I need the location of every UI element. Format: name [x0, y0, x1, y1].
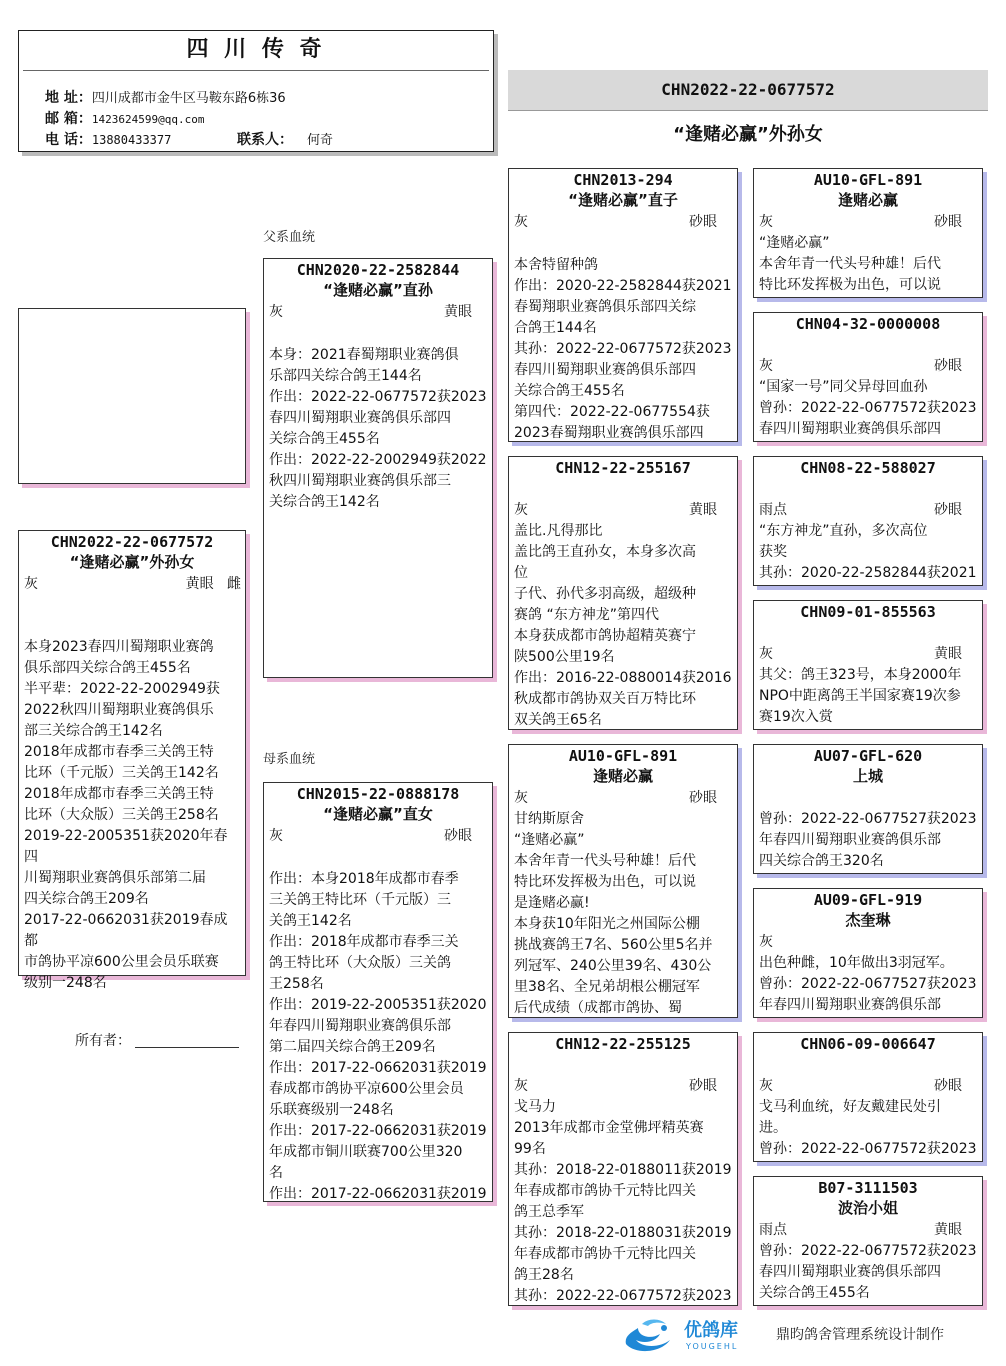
gp-dd-attr-row: [509, 1075, 737, 1097]
dam-attr-row: [264, 825, 492, 847]
ggp-8-name: 波治小姐: [837, 1199, 898, 1217]
sire-eye: 黄眼: [444, 304, 472, 320]
subject-name: “逢赌必赢”外孙女: [69, 553, 195, 571]
dam-eye: 砂眼: [444, 828, 472, 844]
gp-ss-notes: 本舍特留种鸽 作出：2020-22-2582844获2021 春蜀翔职业赛鸽俱乐部四关综 合鸽王144名 其孙：2022-22-0677572获2023 春四川蜀翔职业赛鸽俱乐部四 关综合鸽王455名 第四代：2022-22-0677554获 2023春蜀翔职业赛鸽俱乐部四: [514, 257, 732, 441]
email-value: 1423624599@qq.com: [91, 113, 205, 126]
ggp-4-color: 灰: [759, 646, 773, 662]
ggp-8-notes: 曾孙：2022-22-0677572获2023 春四川蜀翔职业赛鸽俱乐部四 关综合鸽王455名: [759, 1243, 977, 1301]
logo-text: 优鸽库: [684, 1320, 738, 1341]
gp-ds-eye: 砂眼: [689, 790, 717, 806]
gp-ss-attr-row: [509, 211, 737, 233]
ggp-1-color: 灰: [759, 214, 773, 230]
gp-sd-color: 灰: [514, 502, 528, 518]
ggp-2-eye: 砂眼: [934, 358, 962, 374]
footer-credit: 鼎昀鸽舍管理系统设计制作: [776, 1327, 944, 1343]
ggp-6-ring: AU09-GFL-919: [813, 891, 923, 909]
ggp-2-color: 灰: [759, 358, 773, 374]
dam-notes: 作出：本身2018年成都市春季 三关鸽王特比环（千元版）三 关鸽王142名 作出：2018年成都市春季三关 鸽王特比环（大众版）三关鸽 王258名 作出：2019-22-2005351获2020 年春四川蜀翔职业赛鸽俱乐部 第二届四关综合鸽王209名 作出：2017-22-0662031获2019 春成都市鸽协平凉600公里会员 乐联赛级别一248名 作出：2017-22-0662031获2019 年成都市铜川联赛700公里320 名 作出：2017-22-0662031获2019: [269, 871, 487, 1202]
gp-ss-ring: CHN2013-294: [573, 171, 673, 189]
subject-card: [18, 530, 246, 991]
logo-swirl-icon: [620, 1314, 678, 1356]
phone-row: [45, 129, 485, 149]
ggp-4-name: [754, 622, 982, 643]
address-label: 地 址：: [45, 90, 92, 106]
loft-info-card: [18, 30, 494, 152]
phone-value: 13880433377: [91, 133, 172, 147]
gp-ds-notes: 甘纳斯原舍 “逢赌必赢” 本舍年青一代头号种雄！后代 特比环发挥极为出色，可以说 是逢赌必赢! 本身获10年阳光之州国际公棚 挑战赛鸽王7名、560公里5名并 列冠军、240公里39名、430公 里38名、全兄弟胡根公棚冠军 后代成绩（成都市鸽协、蜀: [514, 811, 713, 1016]
subject-notes: 本身2023春四川蜀翔职业赛鸽 俱乐部四关综合鸽王455名 半平辈：2022-22-2002949获 2022秋四川蜀翔职业赛鸽俱乐 部三关综合鸽王142名 2018年成都市春季三关鸽王特 比环（千元版）三关鸽王142名 2018年成都市春季三关鸽王特 比环（大众版）三关鸽王258名 2019-22-2005351获2020年春四 川蜀翔职业赛鸽俱乐部第二届 四关综合鸽王209名 2017-22-0662031获2019春成都 市鸽协平凉600公里会员乐联赛 级别一248名: [24, 639, 228, 991]
ggp-2-name: [754, 334, 982, 355]
grandsire-maternal-card: [508, 744, 738, 1018]
gp-dd-eye: 砂眼: [689, 1078, 717, 1094]
ggp-1-name: 逢赌必赢: [837, 191, 898, 209]
ggp-3-color: 雨点: [759, 502, 787, 518]
ggp-7-ring: CHN06-09-006647: [800, 1035, 936, 1053]
ggp-1-attr-row: [754, 211, 982, 233]
ggp-3-notes: “东方神龙”直孙，多次高位 获奖 其孙：2020-22-2582844获2021: [759, 523, 977, 581]
gp-ss-color: 灰: [514, 214, 528, 230]
gp-dd-ring: CHN12-22-255125: [555, 1035, 691, 1053]
father-line-label: 父系血统: [263, 230, 316, 245]
sire-color: 灰: [269, 304, 283, 320]
gp-sd-notes: 盖比.凡得那比 盖比鸽王直孙女，本身多次高 位 子代、孙代多羽高级，超级种 赛鸽 “东方神龙”第四代 本身获成都市鸽协超精英赛宁 陕500公里19名 作出：2016-22-0880014获2016 秋成都市鸽协双关百万特比环 双关鸽王65名: [514, 523, 732, 728]
ggp-3-name: [754, 478, 982, 499]
gp-sd-name: [509, 478, 737, 499]
subject-header-title: “逢赌必赢”外孙女: [673, 124, 823, 145]
ggp-card-2: [753, 312, 983, 442]
gp-dd-color: 灰: [514, 1078, 528, 1094]
ggp-1-eye: 砂眼: [934, 214, 962, 230]
ggp-5-attr-row: [754, 787, 982, 809]
ggp-8-ring: B07-3111503: [818, 1179, 918, 1197]
sire-attr-row: [264, 301, 492, 323]
ggp-1-ring: AU10-GFL-891: [813, 171, 923, 189]
address-row: [45, 87, 286, 107]
gp-ds-ring: AU10-GFL-891: [568, 747, 678, 765]
ggp-card-1: [753, 168, 983, 298]
loft-title: 四 川 传 奇: [186, 37, 326, 62]
dam-name: “逢赌必赢”直女: [323, 805, 433, 823]
ggp-5-name: 上城: [852, 767, 883, 785]
subject-attr-row: [19, 573, 245, 595]
ggp-card-7: [753, 1032, 983, 1162]
owner-label: 所有者：: [75, 1033, 131, 1049]
subject-eye: 黄眼: [185, 576, 214, 592]
gp-ds-color: 灰: [514, 790, 528, 806]
ggp-3-eye: 砂眼: [934, 502, 962, 518]
grandsire-paternal-card: [508, 168, 738, 442]
photo-frame: [18, 308, 246, 484]
ggp-2-attr-row: [754, 355, 982, 377]
contact-label: 联系人：: [237, 132, 293, 148]
logo-subtext: YOUGEHL: [686, 1342, 739, 1351]
ggp-3-attr-row: [754, 499, 982, 521]
ggp-4-notes: 其父：鸽王323号，本身2000年 NPO中距离鸽王半国家赛19次参 赛19次入赏: [759, 667, 962, 725]
ggp-card-4: [753, 600, 983, 730]
ggp-7-eye: 砂眼: [934, 1078, 962, 1094]
gp-ss-eye: 砂眼: [689, 214, 717, 230]
ggp-4-eye: 黄眼: [934, 646, 962, 662]
gp-sd-attr-row: [509, 499, 737, 521]
subject-color: 灰: [24, 576, 38, 592]
sire-name: “逢赌必赢”直孙: [323, 281, 433, 299]
ggp-5-notes: 曾孙：2022-22-0677527获2023 年春四川蜀翔职业赛鸽俱乐部 四关综合鸽王320名: [759, 811, 977, 869]
ggp-6-attr-row: [754, 931, 982, 953]
granddam-maternal-card: [508, 1032, 738, 1306]
ggp-7-attr-row: [754, 1075, 982, 1097]
gp-ds-attr-row: [509, 787, 737, 809]
ggp-7-name: [754, 1054, 982, 1075]
ggp-5-ring: AU07-GFL-620: [813, 747, 923, 765]
subject-sex: 雌: [227, 576, 241, 592]
ggp-7-notes: 戈马利血统，好友戴建民处引 进。 曾孙：2022-22-0677572获2023: [759, 1099, 977, 1157]
sire-card: [263, 258, 493, 678]
ggp-6-notes: 出色种雌，10年做出3羽冠军。 曾孙：2022-22-0677527获2023 年春四川蜀翔职业赛鸽俱乐部: [759, 955, 977, 1013]
ggp-7-color: 灰: [759, 1078, 773, 1094]
subject-ring-bar: [508, 70, 988, 111]
ggp-6-name: 杰奎琳: [845, 911, 891, 929]
gp-ds-name: 逢赌必赢: [592, 767, 653, 785]
subject-ring: CHN2022-22-0677572: [50, 533, 214, 551]
ggp-card-6: [753, 888, 983, 1018]
gp-sd-eye: 黄眼: [689, 502, 717, 518]
ggp-3-ring: CHN08-22-588027: [800, 459, 936, 477]
contact-value: 何奇: [307, 133, 334, 148]
sire-ring: CHN2020-22-2582844: [296, 261, 460, 279]
ggp-1-notes: “逢赌必赢” 本舍年青一代头号种雄！后代 特比环发挥极为出色，可以说: [759, 235, 941, 293]
sire-notes: 本身：2021春蜀翔职业赛鸽俱 乐部四关综合鸽王144名 作出：2022-22-0677572获2023 春四川蜀翔职业赛鸽俱乐部四 关综合鸽王455名 作出：2022-22-2002949获2022 秋四川蜀翔职业赛鸽俱乐部三 关综合鸽王142名: [269, 347, 487, 510]
ggp-8-attr-row: [754, 1219, 982, 1241]
gp-sd-ring: CHN12-22-255167: [555, 459, 691, 477]
footer-logo: [620, 1314, 770, 1358]
gp-ss-name: “逢赌必赢”直子: [568, 191, 678, 209]
mother-line-label: 母系血统: [263, 752, 316, 767]
email-label: 邮 箱：: [45, 111, 92, 127]
address-value: 四川成都市金牛区马鞍东路6栋36: [91, 91, 286, 106]
dam-color: 灰: [269, 828, 283, 844]
ggp-2-notes: “国家一号”同父异母回血孙 曾孙：2022-22-0677572获2023 春四川蜀翔职业赛鸽俱乐部四: [759, 379, 977, 437]
ggp-2-ring: CHN04-32-0000008: [795, 315, 941, 333]
email-row: [45, 108, 204, 128]
title-divider: [23, 70, 489, 71]
ggp-8-color: 雨点: [759, 1222, 787, 1238]
ggp-card-8: [753, 1176, 983, 1306]
ggp-4-attr-row: [754, 643, 982, 665]
ggp-card-3: [753, 456, 983, 586]
dam-card: [263, 782, 493, 1202]
granddam-paternal-card: [508, 456, 738, 730]
subject-header-ring: CHN2022-22-0677572: [661, 80, 835, 99]
gp-dd-notes: 戈马力 2013年成都市金堂佛坪精英赛 99名 其孙：2018-22-0188011获2019 年春成都市鸽协千元特比四关 鸽王总季军 其孙：2018-22-0188031获2019 年春成都市鸽协千元特比四关 鸽王28名 其孙：2022-22-0677572获2023: [514, 1099, 732, 1304]
ggp-card-5: [753, 744, 983, 874]
ggp-6-color: 灰: [759, 934, 773, 950]
phone-label: 电 话：: [45, 132, 92, 148]
owner-row: [75, 1030, 239, 1050]
owner-line: [135, 1047, 239, 1048]
ggp-8-eye: 黄眼: [934, 1222, 962, 1238]
ggp-4-ring: CHN09-01-855563: [800, 603, 936, 621]
dam-ring: CHN2015-22-0888178: [296, 785, 460, 803]
gp-dd-name: [509, 1054, 737, 1075]
